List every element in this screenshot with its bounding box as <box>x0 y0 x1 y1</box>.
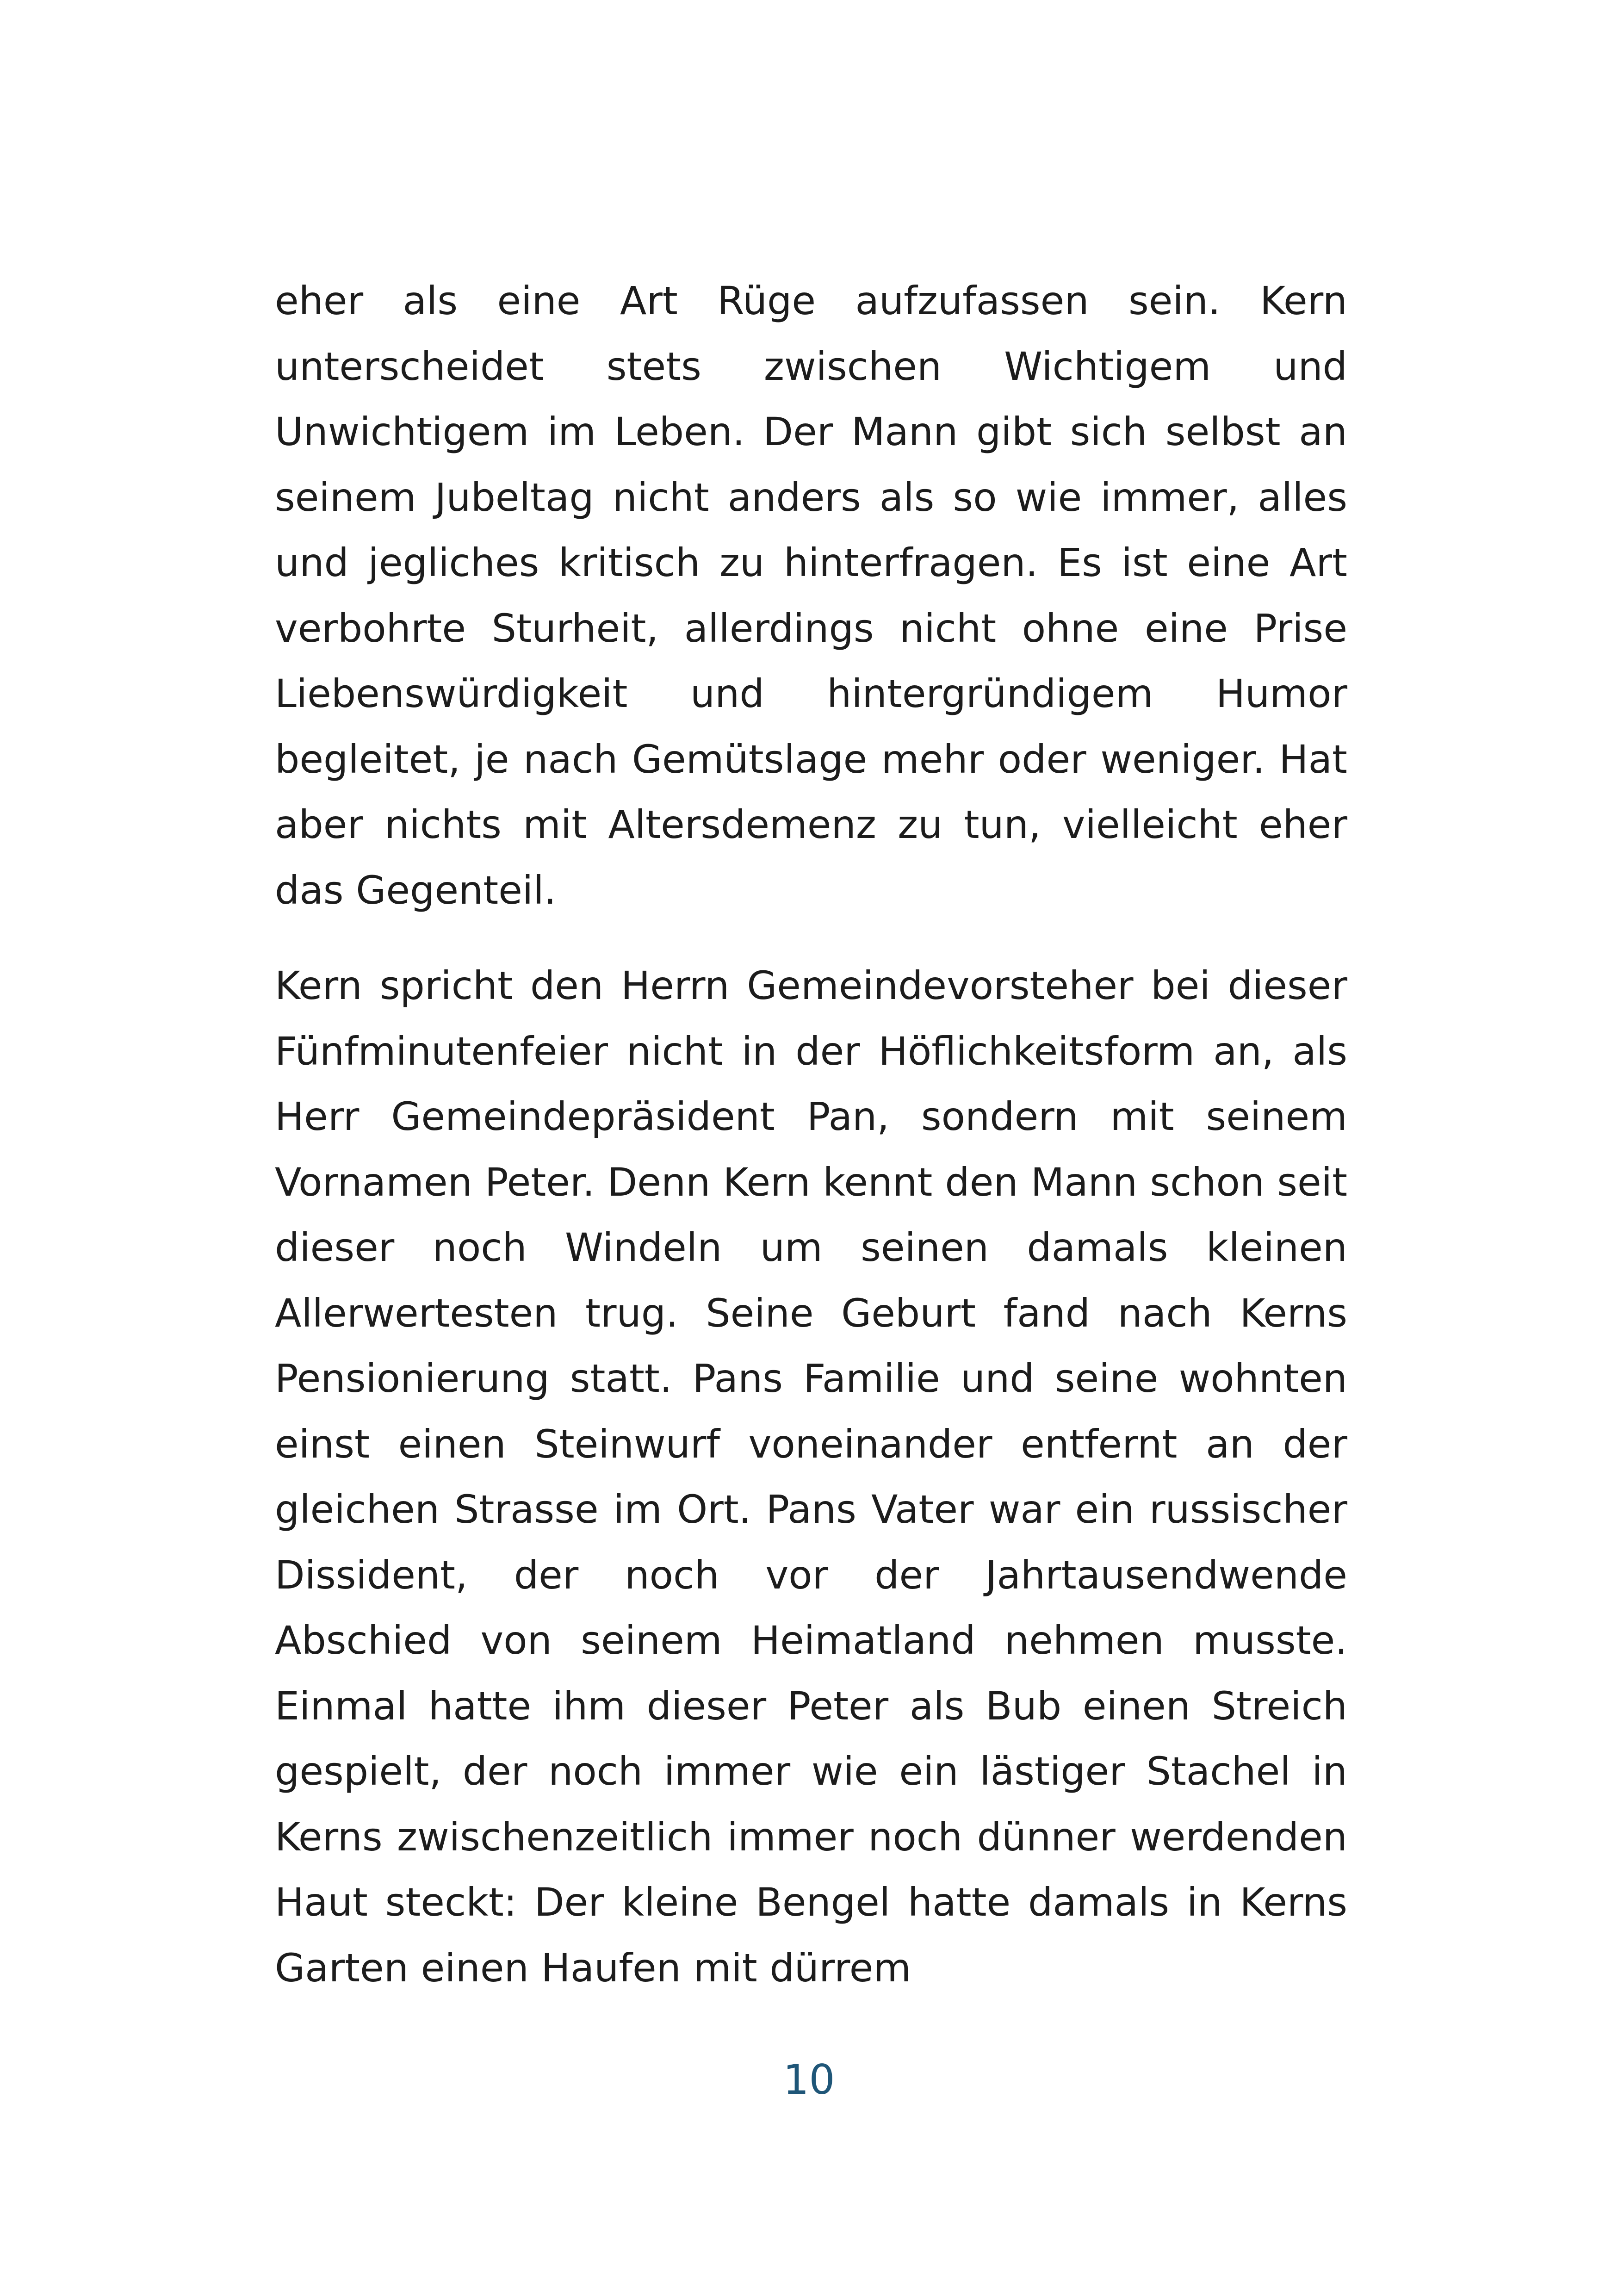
paragraph-1: eher als eine Art Rüge aufzufassen sein. Kern unterscheidet stets zwischen Wichtigem und Unwichtigem im Leben. Der Mann gibt sich selbst an seinem Jubeltag nicht anders als so wie immer, alles und jegliches kritisch zu hinterfragen. Es ist eine Art verbohrte Sturheit, allerdings nicht ohne eine Prise Liebenswürdigkeit und hintergründigem Humor begleitet, je nach Gemütslage mehr oder weniger. Hat aber nichts mit Altersdemenz zu tun, vielleicht eher das Gegenteil. <box>275 278 1347 913</box>
paragraph-2: Kern spricht den Herrn Gemeindevorsteher bei dieser Fünfminutenfeier nicht in der Höflichkeitsform an, als Herr Gemeindepräsident Pan, sondern mit seinem Vornamen Peter. Denn Kern kennt den Mann schon seit dieser noch Windeln um seinen damals kleinen Allerwertesten trug. Seine Geburt fand nach Kerns Pensionierung statt. Pans Familie und seine wohnten einst einen Steinwurf voneinander entfernt an der gleichen Strasse im Ort. Pans Vater war ein russischer Dissident, der noch vor der Jahrtausendwende Abschied von seinem Heimatland nehmen musste. Einmal hatte ihm dieser Peter als Bub einen Streich gespielt, der noch immer wie ein lästiger Stachel in Kerns zwischenzeitlich immer noch dünner werdenden Haut steckt: Der kleine Bengel hatte damals in Kerns Garten einen Haufen mit dürrem <box>275 963 1347 1991</box>
body-text <box>275 268 1347 2001</box>
page-number: 10 <box>783 2056 835 2104</box>
